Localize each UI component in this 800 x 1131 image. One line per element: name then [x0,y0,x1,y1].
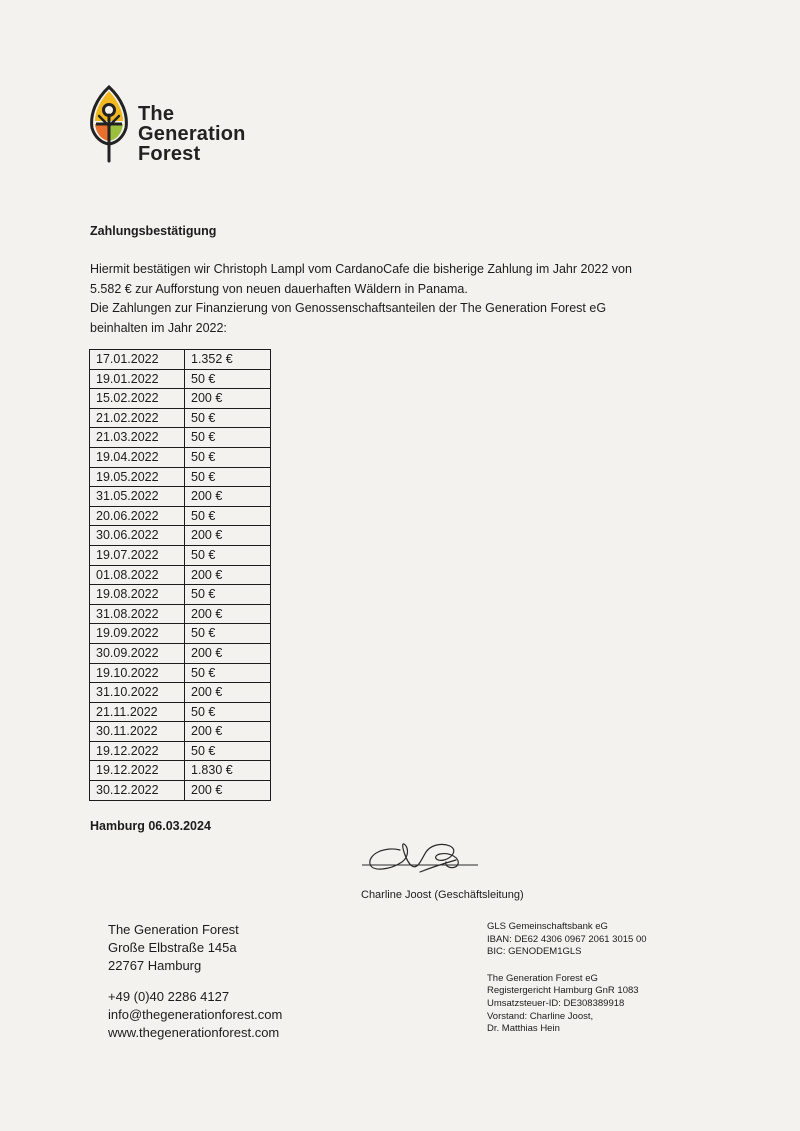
payment-date: 30.12.2022 [90,781,185,801]
payment-date: 01.08.2022 [90,565,185,585]
table-row [90,350,271,370]
payment-amount: 200 € [185,565,271,585]
table-row [90,643,271,663]
footer-company-name: The Generation Forest [108,922,239,937]
payment-amount: 50 € [185,369,271,389]
payment-amount: 200 € [185,487,271,507]
payment-amount: 50 € [185,428,271,448]
payment-date: 31.08.2022 [90,604,185,624]
payment-date: 31.10.2022 [90,683,185,703]
footer-bank: GLS Gemeinschaftsbank eG [487,921,608,932]
place-date: Hamburg 06.03.2024 [90,819,211,833]
table-row [90,389,271,409]
intro-line: beinhalten im Jahr 2022: [90,320,227,335]
handwritten-signature [360,832,510,882]
payment-date: 19.01.2022 [90,369,185,389]
intro-line: 5.582 € zur Aufforstung von neuen dauerhaften Wäldern in Panama. [90,281,468,296]
table-row [90,526,271,546]
payment-amount: 50 € [185,702,271,722]
payment-amount: 200 € [185,781,271,801]
payment-amount: 50 € [185,624,271,644]
table-row [90,722,271,742]
logo-line-3: Forest [138,143,201,165]
table-row [90,467,271,487]
table-row [90,585,271,605]
footer-email: info@thegenerationforest.com [108,1007,283,1022]
footer-legal [487,921,647,1036]
payment-amount: 200 € [185,604,271,624]
table-row [90,741,271,761]
table-row [90,447,271,467]
payment-amount: 50 € [185,585,271,605]
table-row [90,565,271,585]
payment-amount: 50 € [185,467,271,487]
payment-date: 30.09.2022 [90,643,185,663]
payments-table-body [90,350,271,801]
table-row [90,506,271,526]
payment-date: 31.05.2022 [90,487,185,507]
payment-date: 19.07.2022 [90,545,185,565]
payment-amount: 1.830 € [185,761,271,781]
table-row [90,702,271,722]
payment-date: 19.12.2022 [90,741,185,761]
footer-vat-id: Umsatzsteuer-ID: DE308389918 [487,997,625,1009]
payment-date: 19.08.2022 [90,585,185,605]
payment-date: 19.09.2022 [90,624,185,644]
table-row [90,408,271,428]
payment-amount: 200 € [185,683,271,703]
document-heading: Zahlungsbestätigung [90,224,217,238]
footer-company-legal: The Generation Forest eG [487,972,598,984]
footer-address [108,921,282,1042]
company-logo [88,84,246,164]
payment-amount: 50 € [185,408,271,428]
footer-bic: BIC: GENODEM1GLS [487,946,582,958]
payment-date: 21.11.2022 [90,702,185,722]
payments-table [89,349,271,801]
footer-website: www.thegenerationforest.com [108,1025,280,1040]
table-row [90,663,271,683]
payment-date: 19.12.2022 [90,761,185,781]
footer-phone: +49 (0)40 2286 4127 [108,989,230,1004]
payment-date: 21.02.2022 [90,408,185,428]
payment-amount: 50 € [185,663,271,683]
intro-line: Hiermit bestätigen wir Christoph Lampl vom CardanoCafe die bisherige Zahlung im Jahr 2022 von [90,262,632,276]
footer-city: 22767 Hamburg [108,958,202,973]
payment-amount: 50 € [185,545,271,565]
table-row [90,781,271,801]
footer-register: Registergericht Hamburg GnR 1083 [487,985,639,997]
payment-amount: 200 € [185,722,271,742]
intro-paragraph [90,260,690,338]
payment-date: 19.10.2022 [90,663,185,683]
payment-date: 30.11.2022 [90,722,185,742]
table-row [90,604,271,624]
payment-date: 20.06.2022 [90,506,185,526]
payment-amount: 200 € [185,643,271,663]
payment-date: 30.06.2022 [90,526,185,546]
footer-street: Große Elbstraße 145a [108,940,237,955]
payment-date: 17.01.2022 [90,350,185,370]
logo-wordmark [138,104,246,164]
payment-date: 21.03.2022 [90,428,185,448]
tree-leaf-logo-icon [88,84,130,164]
payment-amount: 50 € [185,506,271,526]
payment-date: 19.04.2022 [90,447,185,467]
signer-name: Charline Joost (Geschäftsleitung) [361,889,524,901]
logo-line-1: The [138,103,175,125]
footer-board-2: Dr. Matthias Hein [487,1023,560,1035]
payment-amount: 200 € [185,389,271,409]
table-row [90,428,271,448]
payment-amount: 1.352 € [185,350,271,370]
table-row [90,545,271,565]
payment-date: 15.02.2022 [90,389,185,409]
footer-iban: IBAN: DE62 4306 0967 2061 3015 00 [487,933,647,945]
logo-line-2: Generation [138,123,246,145]
footer-board-1: Vorstand: Charline Joost, [487,1010,594,1022]
table-row [90,683,271,703]
payment-date: 19.05.2022 [90,467,185,487]
table-row [90,487,271,507]
intro-line: Die Zahlungen zur Finanzierung von Genossenschaftsanteilen der The Generation Forest eG [90,301,607,315]
table-row [90,761,271,781]
table-row [90,369,271,389]
payment-amount: 50 € [185,741,271,761]
payment-amount: 50 € [185,447,271,467]
table-row [90,624,271,644]
payment-amount: 200 € [185,526,271,546]
